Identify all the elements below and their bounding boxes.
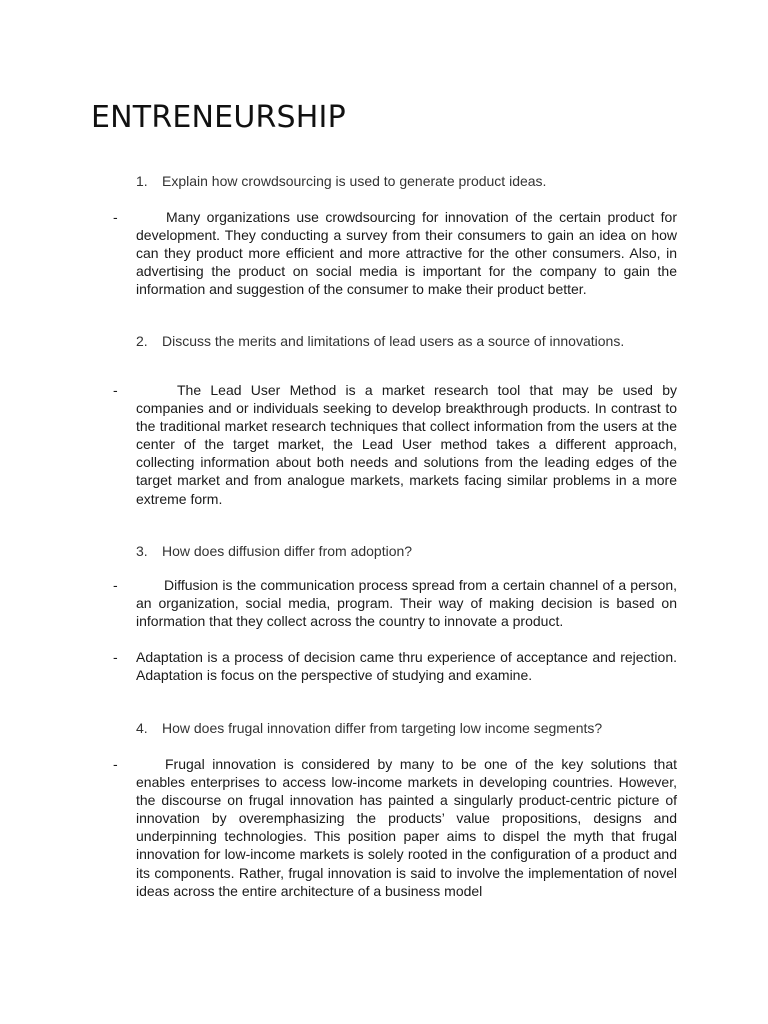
answer-paragraph-4: Adaptation is a process of decision came thru experience of acceptance and rejection. Adaptation is focus on the perspective of studying and examine. xyxy=(136,649,677,684)
question-text: Explain how crowdsourcing is used to generate product ideas. xyxy=(162,173,547,189)
question-1 xyxy=(136,172,546,190)
answer-paragraph-1: Many organizations use crowdsourcing for innovation of the certain product for development. They conducting a survey from their consumers to gain an idea on how can they product more efficient and more attractive for the other consumers. Also, in advertising the product on social media is important for the company to gain the information and suggestion of the consumer to make their product better. xyxy=(136,209,677,298)
question-text: How does diffusion differ from adoption? xyxy=(162,543,413,559)
question-4 xyxy=(136,719,602,737)
question-2 xyxy=(136,332,624,350)
answer-paragraph-2: The Lead User Method is a market research tool that may be used by companies and or individuals seeking to develop breakthrough products. In contrast to the traditional market research techniques that collect information from the users at the center of the target market, the Lead User method takes a different approach, collecting information about both needs and solutions from the leading edges of the target market and from analogue markets, markets facing similar problems in a more extreme form. xyxy=(136,382,677,507)
answer-bullet: - xyxy=(113,756,118,772)
answer-paragraph-3: Diffusion is the communication process spread from a certain channel of a person, an organization, social media, program. Their way of making decision is based on information that they collect across the country to innovate a product. xyxy=(136,577,677,630)
question-number: 1. xyxy=(136,173,148,189)
document-title: ENTRENEURSHIP xyxy=(91,100,346,135)
question-number: 3. xyxy=(136,543,148,559)
question-text: How does frugal innovation differ from targeting low income segments? xyxy=(162,720,603,736)
answer-paragraph-5: Frugal innovation is considered by many to be one of the key solutions that enables enterprises to access low-income markets in developing countries. However, the discourse on frugal innovation has painted a singularly product-centric picture of innovation by overemphasizing the products’ value propositions, designs and underpinning technologies. This position paper aims to dispel the myth that frugal innovation for low-income markets is solely rooted in the configuration of a product and its components. Rather, frugal innovation is said to involve the implementation of novel ideas across the entire architecture of a business model xyxy=(136,756,677,899)
answer-bullet: - xyxy=(113,209,118,225)
answer-bullet: - xyxy=(113,649,118,665)
question-3 xyxy=(136,542,412,560)
question-text: Discuss the merits and limitations of lead users as a source of innovations. xyxy=(162,333,625,349)
question-number: 4. xyxy=(136,720,148,736)
answer-bullet: - xyxy=(113,382,118,398)
answer-bullet: - xyxy=(113,577,118,593)
question-number: 2. xyxy=(136,333,148,349)
